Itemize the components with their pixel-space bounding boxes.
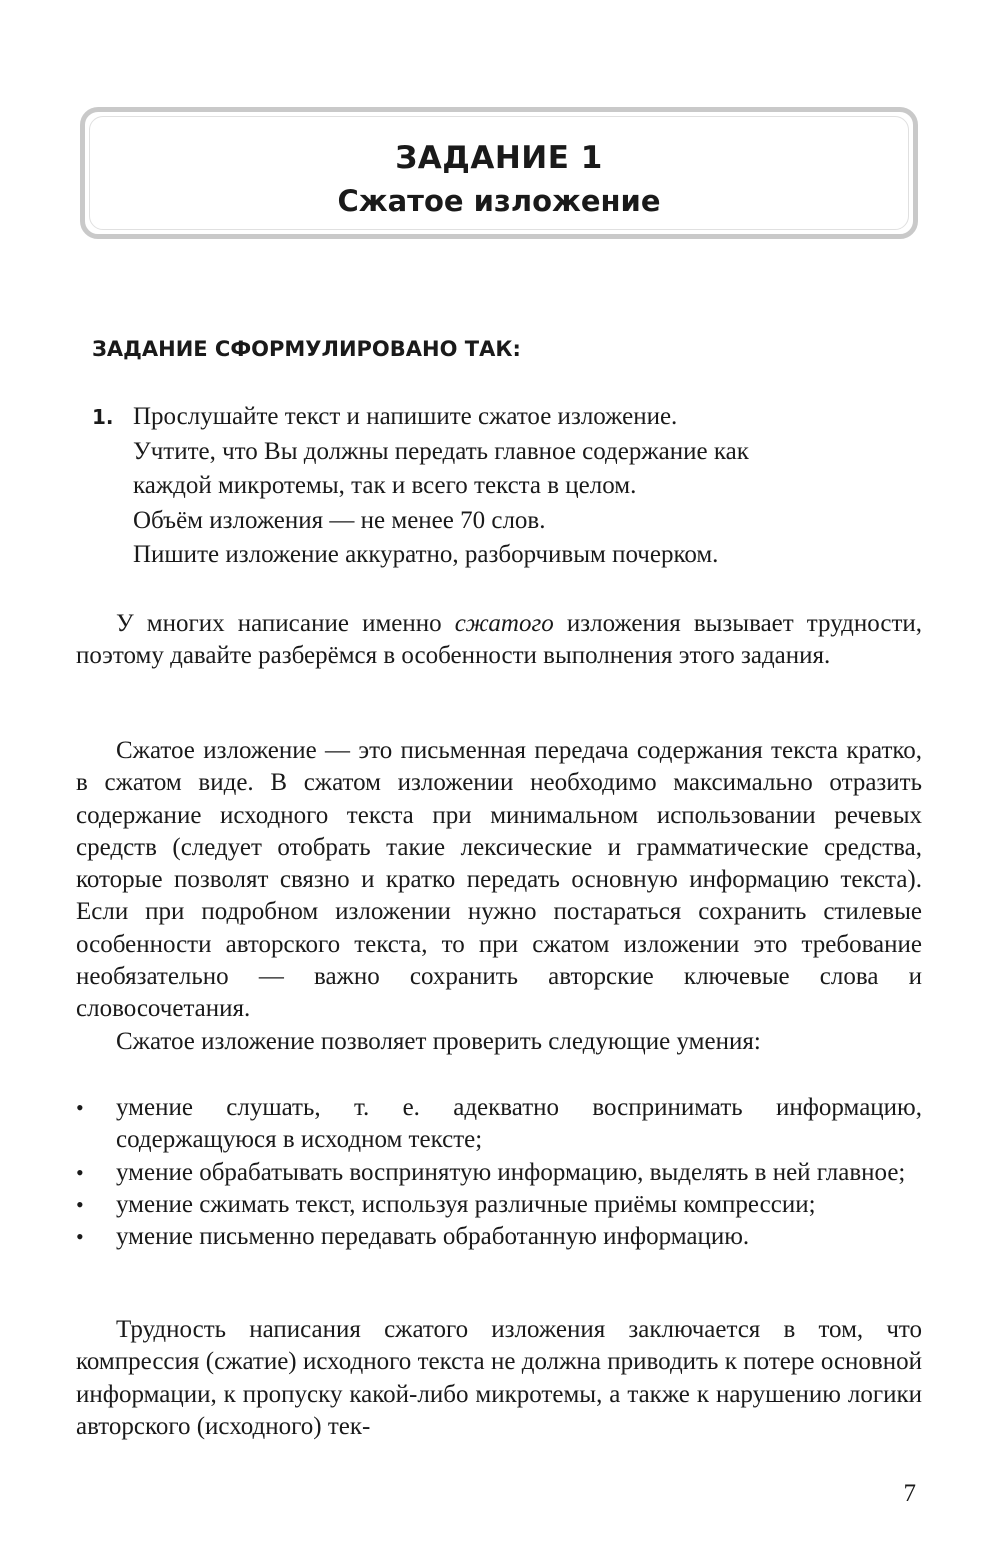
definition-block	[76, 735, 922, 1058]
paragraph-1-end: изложения вызывает трудности, поэтому давайте разберёмся в особенности выполнения этого задания.	[76, 610, 922, 670]
task-line: Объём изложения — не менее 70 слов.	[133, 506, 546, 534]
list-item-text: умение слушать, т. е. адекватно воспринимать информацию, содержащуюся в исходном тексте;	[116, 1094, 922, 1154]
chapter-subtitle: Сжатое изложение	[337, 184, 661, 218]
paragraph-3: Сжатое изложение позволяет проверить следующие умения:	[116, 1027, 761, 1055]
list-item-text: умение письменно передавать обработанную информацию.	[116, 1223, 750, 1251]
task-text	[133, 400, 933, 573]
bullet-icon: •	[76, 1224, 84, 1250]
skills-list	[76, 1092, 922, 1253]
chapter-header-box	[80, 107, 918, 239]
paragraph-4: Трудность написания сжатого изложения заключается в том, что компрессия (сжатие) исходного текста не должна приводить к потере основной информации, к пропуску какой-либо микротемы, а также к нарушению логики авторского (исходного) тек-	[76, 1316, 922, 1440]
intro-paragraph	[76, 608, 922, 673]
paragraph-1-italic: сжатого	[454, 610, 554, 637]
page-number: 7	[903, 1480, 916, 1507]
paragraph-1	[76, 608, 922, 673]
task-line: Пишите изложение аккуратно, разборчивым почерком.	[133, 541, 719, 568]
task-line: Учтите, что Вы должны передать главное содержание как	[133, 437, 749, 465]
list-item-text: умение сжимать текст, используя различные приёмы компрессии;	[116, 1190, 816, 1218]
list-item	[76, 1092, 922, 1157]
bullet-icon: •	[76, 1159, 84, 1185]
bullet-icon: •	[76, 1191, 84, 1217]
list-item-text: умение обрабатывать воспринятую информацию, выделять в ней главное;	[116, 1158, 906, 1186]
task-line: каждой микротемы, так и всего текста в целом.	[133, 472, 637, 499]
list-item	[76, 1189, 922, 1221]
task-number: 1.	[92, 405, 114, 429]
chapter-title: ЗАДАНИЕ 1	[395, 140, 603, 176]
bullet-icon: •	[76, 1095, 84, 1120]
difficulty-paragraph	[76, 1314, 922, 1443]
list-item	[76, 1157, 922, 1189]
list-item	[76, 1221, 922, 1253]
paragraph-1-start: У многих написание именно	[116, 610, 455, 637]
paragraph-2: Сжатое изложение — это письменная передача содержания текста кратко, в сжатом виде. В сжатом изложении необходимо максимально отразить содержание исходного текста при минимальном использовании речевых средств (следует отобрать такие лексические и грамматические средства, которые позволят связно и кратко передать основную информацию текста). Если при подробном изложении нужно постараться сохранить стилевые особенности авторского текста, то при сжатом изложении это требование необязательно — важно сохранить авторские ключевые слова и словосочетания.	[76, 737, 922, 1023]
task-line: Прослушайте текст и напишите сжатое изложение.	[133, 403, 678, 430]
section-heading: ЗАДАНИЕ СФОРМУЛИРОВАНО ТАК:	[92, 337, 521, 361]
